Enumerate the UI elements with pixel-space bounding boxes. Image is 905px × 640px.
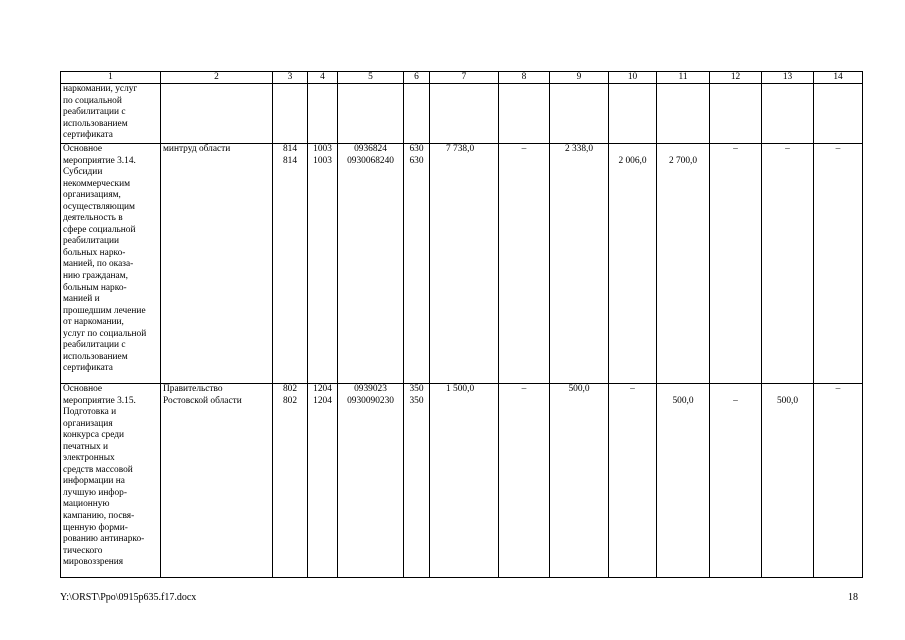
value-col10: – xyxy=(609,384,657,578)
value-col13: 500,0 xyxy=(762,384,814,578)
value-col12: – xyxy=(710,144,762,384)
value-col8: – xyxy=(499,144,550,384)
activity-name: Основное мероприятие 3.15. Подготовка и организация конкурса среди печатных и электронных средств массовой информации на лучшую инфор- мационную кампанию, посвя- щенную форми- рованию антинарко- тического мировоззрения xyxy=(61,384,161,578)
header-cell: 6 xyxy=(404,72,430,84)
code-col5: 0936824 0930068240 xyxy=(338,144,404,384)
code-col6: 630 630 xyxy=(404,144,430,384)
code-col6: 350 350 xyxy=(404,384,430,578)
value-col12: – xyxy=(710,384,762,578)
header-cell: 4 xyxy=(308,72,338,84)
value-col13: – xyxy=(762,144,814,384)
value-col9: 2 338,0 xyxy=(550,144,609,384)
header-cell: 14 xyxy=(814,72,863,84)
value-col11: 2 700,0 xyxy=(657,144,710,384)
value-col8: – xyxy=(499,384,550,578)
value-col7: 1 500,0 xyxy=(430,384,499,578)
header-cell: 8 xyxy=(499,72,550,84)
file-path-footer: Y:\ORST\Ppo\0915p635.f17.docx xyxy=(60,592,197,603)
header-cell: 11 xyxy=(657,72,710,84)
header-row xyxy=(61,72,863,84)
table-row-activity-3-14 xyxy=(61,144,863,384)
table-row-continuation xyxy=(61,84,863,144)
continuation-text: наркомании, услуг по социальной реабилитации с использованием сертификата xyxy=(61,84,161,144)
header-cell: 5 xyxy=(338,72,404,84)
header-cell: 2 xyxy=(161,72,273,84)
value-col7: 7 738,0 xyxy=(430,144,499,384)
value-col14: – xyxy=(814,384,863,578)
table-row-activity-3-15 xyxy=(61,384,863,578)
value-col14: – xyxy=(814,144,863,384)
value-col10: 2 006,0 xyxy=(609,144,657,384)
value-col9: 500,0 xyxy=(550,384,609,578)
header-cell: 10 xyxy=(609,72,657,84)
header-cell: 13 xyxy=(762,72,814,84)
header-cell: 12 xyxy=(710,72,762,84)
header-cell: 7 xyxy=(430,72,499,84)
value-col11: 500,0 xyxy=(657,384,710,578)
header-cell: 1 xyxy=(61,72,161,84)
executor: Правительство Ростовской области xyxy=(161,384,273,578)
header-cell: 3 xyxy=(273,72,308,84)
code-col5: 0939023 0930090230 xyxy=(338,384,404,578)
program-table xyxy=(60,71,863,578)
code-col3: 802 802 xyxy=(273,384,308,578)
code-col4: 1003 1003 xyxy=(308,144,338,384)
header-cell: 9 xyxy=(550,72,609,84)
code-col4: 1204 1204 xyxy=(308,384,338,578)
executor: минтруд области xyxy=(161,144,273,384)
code-col3: 814 814 xyxy=(273,144,308,384)
page-number: 18 xyxy=(848,592,858,603)
activity-name: Основное мероприятие 3.14. Субсидии некоммерческим организациям, осуществляющим деятельность в сфере социальной реабилитации больных нарко- манией, по оказа- нию гражданам, больным нарко- манией и прошедшим лечение от наркомании, услуг по социальной реабилитации с использованием сертификата xyxy=(61,144,161,384)
